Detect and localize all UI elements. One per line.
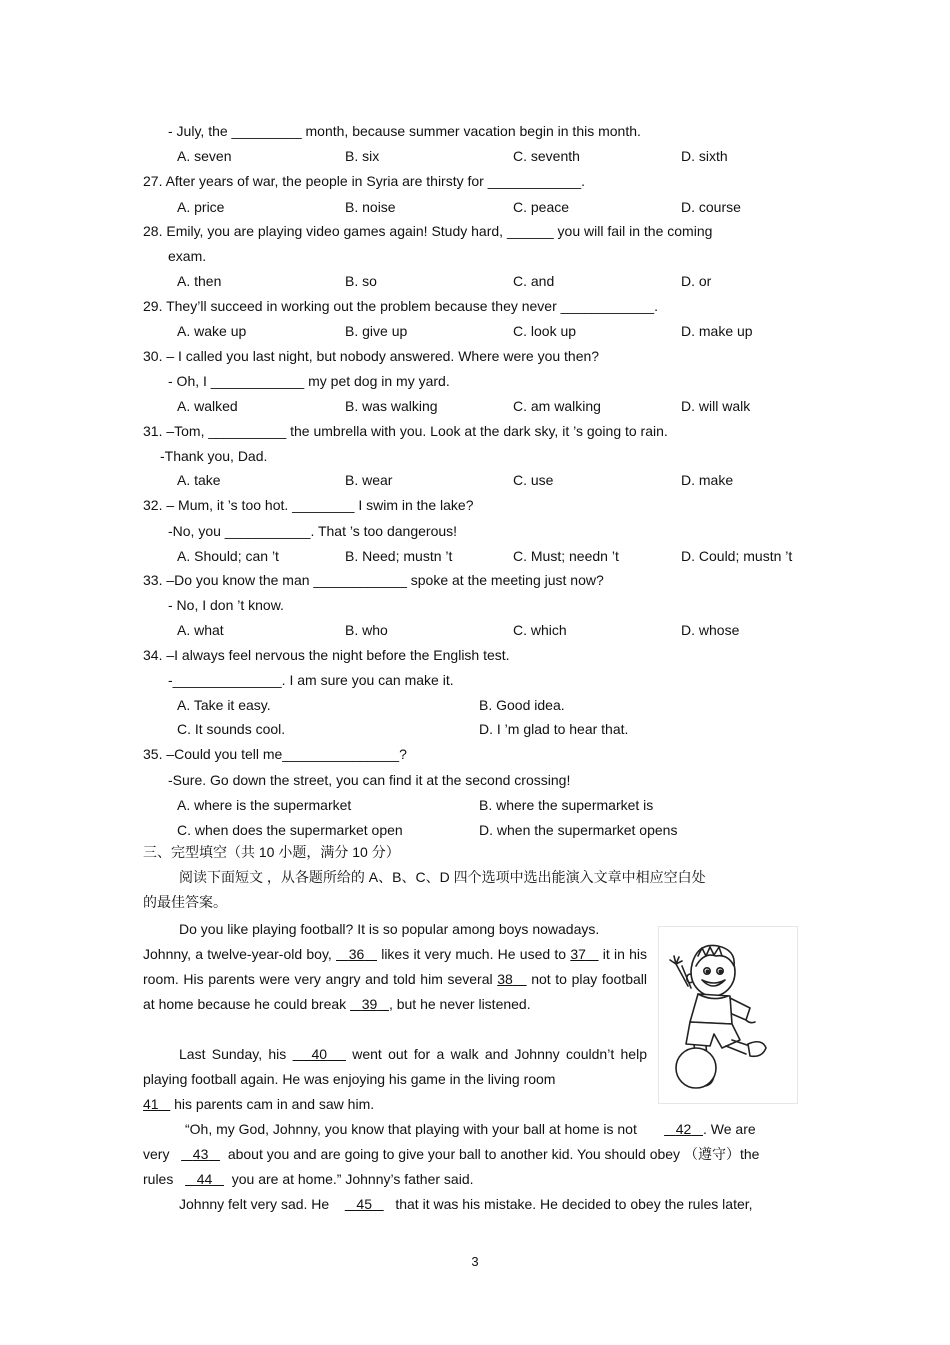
- passage-text: it in his room. His parents were very angry and told him several: [143, 946, 648, 987]
- q31-line-1: 31. –Tom, __________ the umbrella with you. Look at the dark sky, it ’s going to rain.: [143, 423, 668, 439]
- q26-line: - July, the _________ month, because summer vacation begin in this month.: [168, 123, 641, 139]
- passage-line-45: Johnny felt very sad. He 45 that it was his mistake. He decided to obey the rules later,: [179, 1196, 753, 1212]
- blank-40: 40: [311, 1046, 328, 1062]
- q31-line-2: -Thank you, Dad.: [160, 448, 268, 464]
- q30-line-2: - Oh, I ____________ my pet dog in my yard.: [168, 373, 450, 389]
- q27-line: 27. After years of war, the people in Syria are thirsty for ____________.: [143, 173, 586, 189]
- blank-41: 41: [143, 1096, 159, 1112]
- q27-option-c: C. peace: [513, 199, 570, 215]
- q33-option-a: A. what: [177, 622, 224, 638]
- q34-option-b: B. Good idea.: [479, 697, 565, 713]
- q31-option-d: D. make: [681, 472, 734, 488]
- q29-option-c: C. look up: [513, 323, 577, 339]
- q31-option-a: A. take: [177, 472, 221, 488]
- q27-option-b: B. noise: [345, 199, 396, 215]
- passage-text: likes it very much. He used to: [376, 946, 567, 962]
- q33-line-2: - No, I don ’t know.: [168, 597, 284, 613]
- q35-line-2: -Sure. Go down the street, you can find it at the second crossing!: [168, 772, 571, 788]
- passage-line-43: very 43 about you and are going to give your ball to another kid. You should obey （遵守）the: [143, 1146, 760, 1162]
- boy-playing-football-illustration: [658, 926, 798, 1104]
- blank-45: 45: [356, 1196, 372, 1212]
- q33-line-1: 33. –Do you know the man ____________ spoke at the meeting just now?: [143, 572, 604, 588]
- q34-option-d: D. I ’m glad to hear that.: [479, 721, 629, 737]
- q31-option-b: B. wear: [345, 472, 393, 488]
- q32-option-a: A. Should; can ’t: [177, 548, 279, 564]
- q30-option-c: C. am walking: [513, 398, 601, 414]
- section-instruction-2: 的最佳答案。: [143, 894, 227, 910]
- q26-option-b: B. six: [345, 148, 380, 164]
- q35-option-d: D. when the supermarket opens: [479, 822, 678, 838]
- q30-line-1: 30. – I called you last night, but nobody answered. Where were you then?: [143, 348, 600, 364]
- passage-text: went out for a walk and Johnny couldn’t help playing football again. He was enjoying his game in the living room: [143, 1046, 647, 1087]
- football-icon: [676, 1048, 716, 1088]
- section-heading: 三、完型填空（共 10 小题，满分 10 分）: [143, 844, 400, 860]
- q32-option-c: C. Must; needn ’t: [513, 548, 619, 564]
- q27-option-a: A. price: [177, 199, 225, 215]
- q35-line-1: 35. –Could you tell me_______________?: [143, 746, 407, 762]
- blank-37: 37: [570, 946, 586, 962]
- passage-line-44: rules 44 you are at home.” Johnny’s father said.: [143, 1171, 474, 1187]
- q28-option-c: C. and: [513, 273, 555, 289]
- blank-43: 43: [192, 1146, 209, 1162]
- blank-39: 39: [361, 996, 378, 1012]
- passage-line-41: [143, 1095, 374, 1113]
- q29-option-d: D. make up: [681, 323, 753, 339]
- q30-option-a: A. walked: [177, 398, 238, 414]
- q35-option-b: B. where the supermarket is: [479, 797, 654, 813]
- passage-text: not to play football at home because he could break: [143, 971, 647, 1012]
- q29-option-a: A. wake up: [177, 323, 247, 339]
- q31-option-c: C. use: [513, 472, 554, 488]
- blank-42: 42: [675, 1121, 692, 1137]
- passage-text: , but he never listened.: [388, 996, 531, 1012]
- q28-option-a: A. then: [177, 273, 222, 289]
- passage-text: Johnny, a twelve-year-old boy,: [143, 946, 337, 962]
- q32-line-2: -No, you ___________. That ’s too dangerous!: [168, 523, 458, 539]
- passage-line: Do you like playing football? It is so popular among boys nowadays.: [179, 921, 600, 937]
- q33-option-d: D. whose: [681, 622, 740, 638]
- q28-option-b: B. so: [345, 273, 377, 289]
- q32-option-d: D. Could; mustn ’t: [681, 548, 793, 564]
- q32-line-1: 32. – Mum, it ’s too hot. ________ I swim in the lake?: [143, 497, 474, 513]
- q26-option-c: C. seventh: [513, 148, 580, 164]
- q32-option-b: B. Need; mustn ’t: [345, 548, 453, 564]
- q33-option-b: B. who: [345, 622, 388, 638]
- q34-option-c: C. It sounds cool.: [177, 721, 286, 737]
- page-number: 3: [471, 1254, 479, 1269]
- q29-option-b: B. give up: [345, 323, 408, 339]
- section-instruction-1: 阅读下面短文 ，从各题所给的 A、B、C、D 四个选项中选出能演入文章中相应空白处: [179, 869, 706, 885]
- blank-36: 36: [348, 946, 365, 962]
- q27-option-d: D. course: [681, 199, 741, 215]
- q30-option-b: B. was walking: [345, 398, 438, 414]
- q28-option-d: D. or: [681, 273, 712, 289]
- blank-44: 44: [196, 1171, 213, 1187]
- q34-option-a: A. Take it easy.: [177, 697, 271, 713]
- passage-paragraph-2: [143, 1042, 647, 1092]
- q30-option-d: D. will walk: [681, 398, 751, 414]
- passage-text: Last Sunday, his: [179, 1046, 293, 1062]
- q34-line-1: 34. –I always feel nervous the night before the English test.: [143, 647, 510, 663]
- q28-line-1: 28. Emily, you are playing video games again! Study hard, ______ you will fail in the coming: [143, 223, 713, 239]
- q29-line: 29. They’ll succeed in working out the problem because they never ____________.: [143, 298, 658, 314]
- passage-line-42: “Oh, my God, Johnny, you know that playing with your ball at home is not 42 . We are: [185, 1121, 756, 1137]
- passage-text: his parents cam in and saw him.: [170, 1096, 375, 1112]
- q33-option-c: C. which: [513, 622, 567, 638]
- q35-option-c: C. when does the supermarket open: [177, 822, 403, 838]
- q28-line-2: exam.: [168, 248, 207, 264]
- passage-paragraph-1: [143, 942, 647, 1017]
- blank-38: 38: [497, 971, 513, 987]
- q26-option-d: D. sixth: [681, 148, 728, 164]
- q26-option-a: A. seven: [177, 148, 232, 164]
- q35-option-a: A. where is the supermarket: [177, 797, 352, 813]
- q34-line-2: -______________. I am sure you can make it.: [168, 672, 454, 688]
